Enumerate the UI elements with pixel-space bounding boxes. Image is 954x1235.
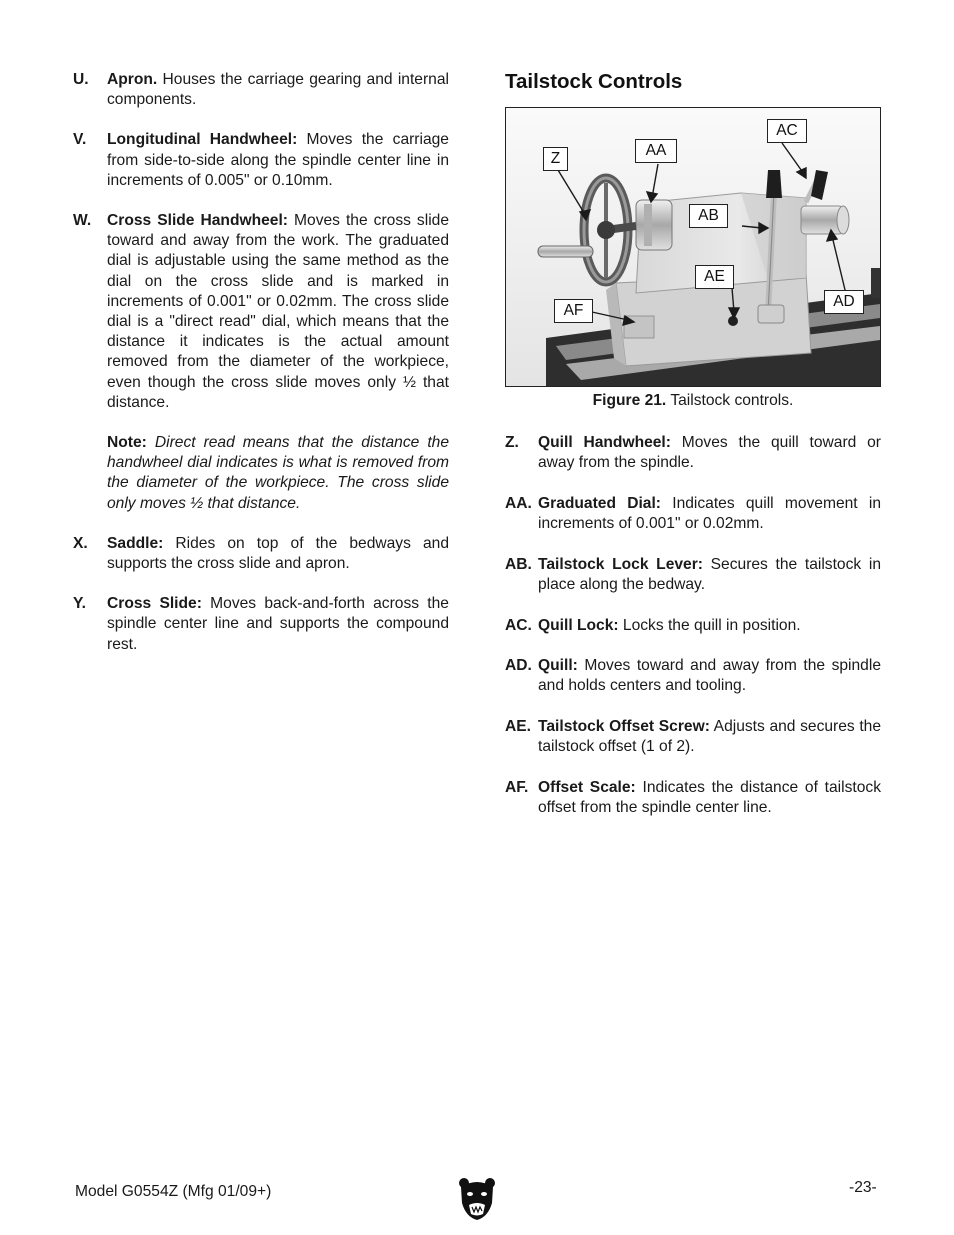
callout-z: Z [543, 147, 568, 171]
item-letter: Z. [505, 434, 519, 452]
tailstock-figure [505, 107, 881, 387]
item-letter: AC. [505, 616, 532, 634]
item-body [538, 494, 881, 534]
item-letter: U. [73, 71, 89, 88]
list-item-ac [505, 616, 881, 636]
item-body [107, 70, 449, 110]
item-text: Houses the carriage gearing and internal components. [107, 71, 449, 109]
item-text: Moves the carriage from side-to-side along the spindle center line in increments of 0.005" or 0.10mm. [107, 131, 449, 189]
item-body [538, 778, 881, 818]
item-text: Indicates quill movement in increments of 0.001" or 0.02mm. [538, 495, 882, 533]
grizzly-bear-logo-icon [458, 1177, 496, 1227]
list-item-x [73, 534, 449, 574]
item-body [107, 130, 449, 191]
page-number: -23- [849, 1179, 877, 1196]
item-body [538, 717, 881, 757]
item-body [538, 555, 881, 595]
list-item-u [73, 70, 449, 110]
left-column [73, 70, 449, 675]
list-item-ad [505, 656, 881, 696]
item-text: Moves the cross slide toward and away from the work. The graduated dial is adjustable using the same method as the dial on the cross slide and is marked in increments of 0.001" or 0.02mm. The cross slide dial is a "direct read" dial, which means that the distance it indicates is the actual amount removed from the diameter of the workpiece, even though the cross slide moves only ½ that distance. [107, 212, 450, 411]
section-title: Tailstock Controls [505, 70, 683, 93]
item-text: Moves toward and away from the spindle and holds centers and tooling. [538, 657, 881, 695]
figure-caption [505, 391, 881, 411]
item-term: Longitudinal Handwheel: [107, 131, 298, 149]
item-letter: Y. [73, 595, 87, 613]
item-term: Tailstock Offset Screw: [538, 717, 710, 735]
list-item-y [73, 594, 449, 655]
item-text: Adjusts and secures the tailstock offset (1 of 2). [538, 717, 882, 756]
item-body [107, 594, 449, 655]
note-paragraph [107, 433, 449, 514]
callout-ab: AB [689, 204, 728, 228]
caption-label: Figure 21. [592, 392, 667, 409]
list-item-af [505, 778, 881, 818]
item-term: Graduated Dial: [538, 495, 662, 512]
caption-text: Tailstock controls. [666, 392, 794, 409]
item-body [538, 656, 881, 696]
item-letter: W. [73, 212, 92, 230]
item-term: Cross Slide: [107, 595, 202, 613]
list-item-aa [505, 494, 881, 534]
item-letter: AA. [505, 495, 532, 512]
callout-ac: AC [767, 119, 807, 143]
item-text: Rides on top of the bedways and supports the cross slide and apron. [107, 534, 449, 573]
right-column [505, 70, 881, 839]
callout-ae: AE [695, 265, 734, 289]
list-item-ae [505, 717, 881, 757]
item-letter: AE. [505, 717, 531, 735]
item-letter: AB. [505, 555, 532, 573]
item-term: Cross Slide Handwheel: [107, 212, 289, 230]
item-term: Saddle: [107, 534, 164, 552]
item-term: Quill Handwheel: [538, 434, 671, 452]
item-body [107, 211, 449, 413]
callout-ad: AD [824, 290, 864, 314]
list-item-v [73, 130, 449, 191]
item-letter: AD. [505, 657, 532, 675]
note-text: Direct read means that the distance the handwheel dial indicates is what is removed from the diameter of the workpiece. The cross slide only moves ½ that distance. [107, 434, 449, 512]
item-text: Moves the quill toward or away from the spindle. [538, 434, 881, 472]
item-text: Moves back-and-forth across the spindle center line and supports the compound rest. [107, 595, 449, 653]
callout-aa: AA [635, 139, 677, 163]
list-item-z [505, 433, 881, 473]
item-text: Secures the tailstock in place along the bedway. [538, 555, 881, 593]
item-body [107, 534, 449, 574]
item-term: Tailstock Lock Lever: [538, 555, 703, 573]
item-term: Quill: [538, 657, 578, 675]
item-letter: AF. [505, 778, 529, 796]
list-item-w [73, 211, 449, 413]
item-text: Locks the quill in position. [618, 616, 801, 634]
item-body [538, 433, 881, 473]
item-term: Apron. [107, 71, 158, 88]
item-letter: V. [73, 131, 87, 149]
callout-af: AF [554, 299, 593, 323]
item-letter: X. [73, 534, 88, 552]
item-text: Indicates the distance of tailstock offset from the spindle center line. [538, 778, 881, 816]
item-term: Quill Lock: [538, 616, 619, 634]
item-body [538, 616, 881, 636]
item-term: Offset Scale: [538, 778, 636, 796]
footer-model: Model G0554Z (Mfg 01/09+) [75, 1183, 272, 1200]
note-label: Note: [107, 434, 147, 452]
list-item-ab [505, 555, 881, 595]
